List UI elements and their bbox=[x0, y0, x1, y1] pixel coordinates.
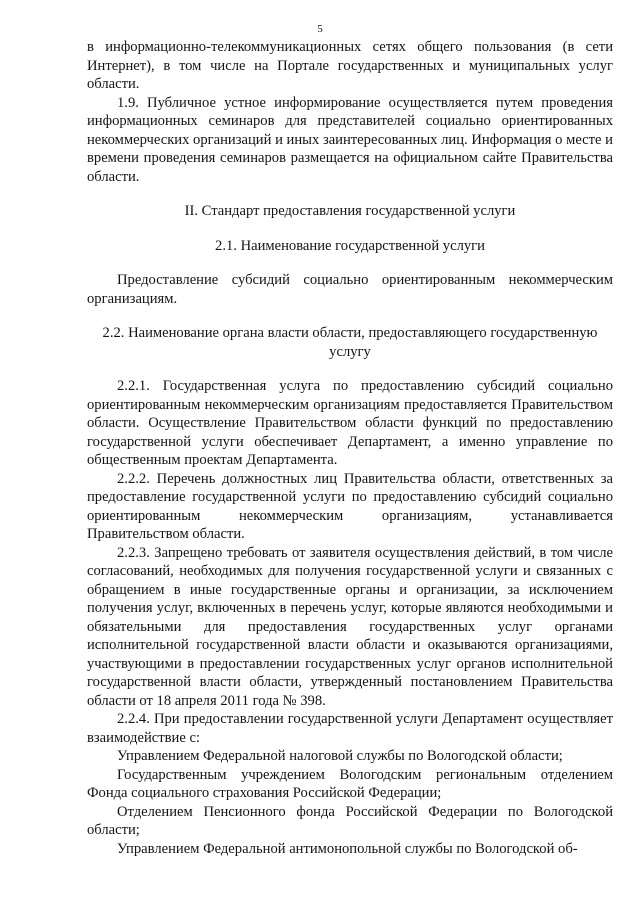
document-body bbox=[87, 38, 613, 858]
list-item-pension-fund: Отделением Пенсионного фонда Российской Федерации по Вологодской области; bbox=[87, 803, 613, 838]
section-heading-ii: II. Стандарт предоставления государственной услуги bbox=[184, 203, 516, 219]
paragraph-2-2-1: 2.2.1. Государственная услуга по предоставлению субсидий социально ориентированным некоммерческим организациям предоставляется Правительством области. Осуществление Правительством области функций по предоставлению государственной услуги обеспечивает Департамент, а именно управление по общественным проектам Департамента. bbox=[87, 378, 613, 468]
subsection-heading-2-2: 2.2. Наименование органа власти области, предоставляющего государственную услугу bbox=[102, 325, 598, 360]
page-number: 5 bbox=[317, 23, 323, 35]
paragraph-2-1: Предоставление субсидий социально ориентированным некоммерческим организациям. bbox=[87, 272, 613, 307]
list-item-antimonopoly: Управлением Федеральной антимонопольной службы по Вологодской об- bbox=[117, 840, 578, 857]
list-item-social-insurance: Государственным учреждением Вологодским региональным отделением Фонда социального страхования Российской Федерации; bbox=[87, 766, 613, 801]
list-item-tax-service: Управлением Федеральной налоговой службы по Вологодской области; bbox=[117, 748, 563, 764]
subsection-heading-2-1: 2.1. Наименование государственной услуги bbox=[215, 237, 485, 254]
paragraph-2-2-3: 2.2.3. Запрещено требовать от заявителя осуществления действий, в том числе согласований, необходимых для получения государственной услуги и связанных с обращением в иные государственные органы и организации, за исключением получения услуг, включенных в перечень услуг, которые являются необходимыми и обязательными для предоставления государственных услуг органами исполнительной государственной власти области и оказываются организациями, участвующими в предоставлении государственных услуг органов исполнительной государственной власти области, утвержденный постановлением Правительства области от 18 апреля 2011 года № 398. bbox=[87, 544, 613, 709]
paragraph-2-2-2: 2.2.2. Перечень должностных лиц Правительства области, ответственных за предоставление государственной услуги по предоставлению субсидий социально ориентированным некоммерческим организациям, устанавливается Правительством области. bbox=[87, 470, 613, 542]
paragraph-continuation: в информационно-телекоммуникационных сетях общего пользования (в сети Интернет), в том числе на Портале государственных и муниципальных услуг области. bbox=[87, 39, 613, 92]
paragraph-1-9: 1.9. Публичное устное информирование осуществляется путем проведения информационных семинаров для представителей социально ориентированных некоммерческих организаций и иных заинтересованных лиц. Информация о месте и времени проведения семинаров размещается на официальном сайте Правительства области. bbox=[87, 94, 613, 185]
paragraph-2-2-4: 2.2.4. При предоставлении государственной услуги Департамент осуществляет взаимодействие с: bbox=[87, 711, 613, 746]
